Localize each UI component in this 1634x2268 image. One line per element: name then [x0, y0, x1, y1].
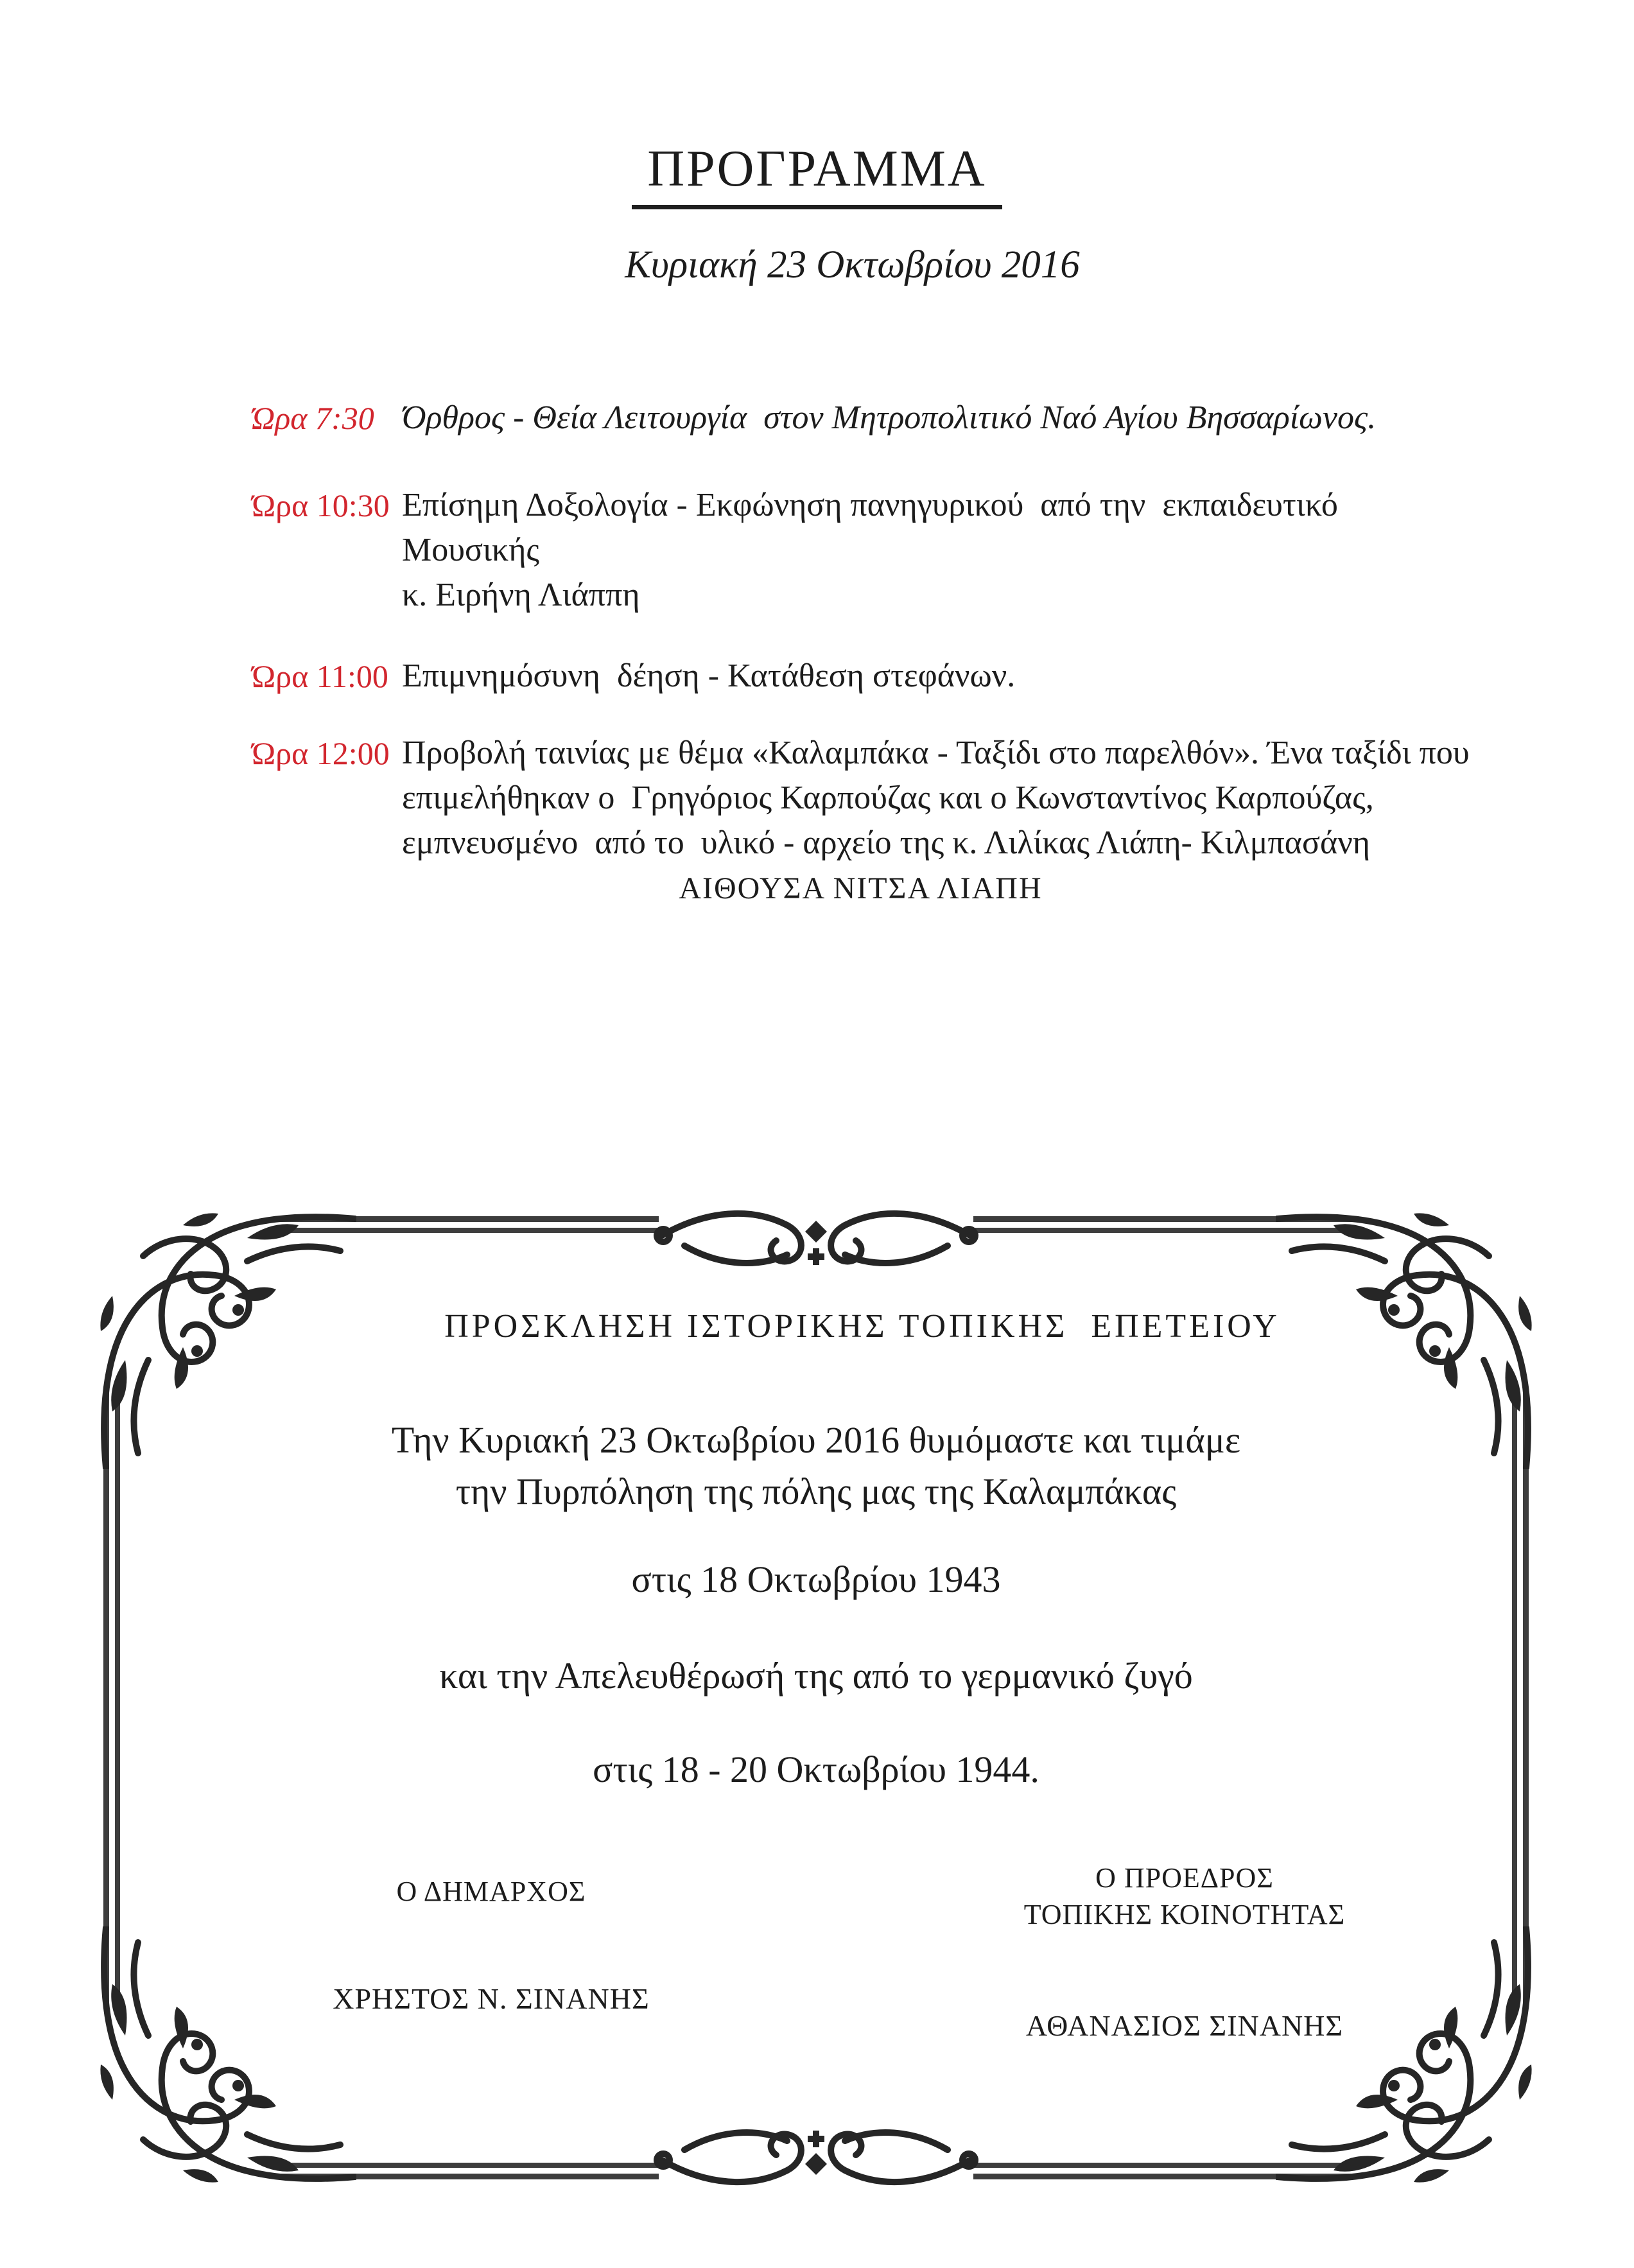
schedule-line: Επίσημη Δοξολογία - Εκφώνηση πανηγυρικού από την εκπαιδευτικό Μουσικής — [402, 487, 1346, 568]
schedule-description — [402, 654, 1473, 699]
schedule-item-1200 — [252, 731, 1473, 912]
schedule-line: Επιμνημόσυνη δέηση - Κατάθεση στεφάνων. — [402, 658, 1016, 694]
schedule-item-0730 — [252, 396, 1473, 441]
invitation-date-1943: στις 18 Οκτωβρίου 1943 — [631, 1558, 1001, 1600]
corner-flourish-icon — [87, 1926, 356, 2196]
schedule-item-1030 — [252, 483, 1473, 618]
schedule-list — [252, 396, 1473, 912]
schedule-item-1100 — [252, 654, 1473, 699]
program-date: Κυριακή 23 Οκτωβρίου 2016 — [625, 243, 1080, 286]
schedule-time: Ώρα 10:30 — [252, 487, 390, 523]
invitation-intro-line: Την Κυριακή 23 Οκτωβρίου 2016 θυμόμαστε και τιμάμε — [391, 1419, 1241, 1461]
corner-flourish-icon — [1276, 1926, 1545, 2196]
schedule-line: κ. Ειρήνη Λιάππη — [402, 577, 640, 613]
page-title-text: ΠΡΟΓΡΑΜΜΑ — [632, 140, 1002, 209]
invitation-intro — [87, 1415, 1545, 1517]
schedule-description — [402, 483, 1473, 618]
schedule-time: Ώρα 12:00 — [252, 735, 390, 771]
schedule-description — [402, 396, 1473, 441]
schedule-time: Ώρα 11:00 — [252, 658, 388, 694]
schedule-line: Όρθρος - Θεία Λειτουργία στον Μητροπολιτικό Ναό Αγίου Βησσαρίωνος. — [402, 399, 1377, 436]
schedule-description — [402, 731, 1473, 912]
page-title — [0, 140, 1634, 209]
signature-role-mayor: Ο ΔΗΜΑΡΧΟΣ — [396, 1876, 586, 1907]
scroll-ornament-icon — [623, 1192, 1009, 1288]
venue-line: ΑΙΘΟΥΣΑ ΝΙΤΣΑ ΛΙΑΠΗ — [679, 871, 1043, 905]
signature-name-president: ΑΘΑΝΑΣΙΟΣ ΣΙΝΑΝΗΣ — [1025, 2009, 1344, 2042]
signature-role-president — [986, 1860, 1384, 1933]
schedule-line: Προβολή ταινίας με θέμα «Καλαμπάκα - Ταξίδι στο παρελθόν». Ένα ταξίδι που — [402, 735, 1470, 771]
schedule-time: Ώρα 7:30 — [252, 400, 374, 436]
invitation-date-1944: στις 18 - 20 Οκτωβρίου 1944. — [593, 1749, 1039, 1790]
schedule-line: επιμελήθηκαν ο Γρηγόριος Καρπούζας και ο Κωνσταντίνος Καρπούζας, — [402, 780, 1374, 816]
invitation-liberation-line: και την Απελευθέρωσή της από το γερμανικό ζυγό — [439, 1655, 1193, 1697]
invitation-frame — [87, 1199, 1545, 2196]
scroll-ornament-icon — [623, 2107, 1009, 2204]
schedule-line: εμπνευσμένο από το υλικό - αρχείο της κ. Λιλίκας Λιάπη- Κιλμπασάνη — [402, 824, 1370, 861]
signature-role-line: Ο ΠΡΟΕΔΡΟΣ — [1095, 1862, 1274, 1894]
invitation-intro-line: την Πυρπόληση της πόλης μας της Καλαμπάκας — [455, 1470, 1177, 1512]
signature-name-mayor: ΧΡΗΣΤΟΣ Ν. ΣΙΝΑΝΗΣ — [333, 1982, 650, 2015]
invitation-title: ΠΡΟΣΚΛΗΣΗ ΙΣΤΟΡΙΚΗΣ ΤΟΠΙΚΗΣ ΕΠΕΤΕΙΟΥ — [444, 1308, 1280, 1345]
signature-role-line: ΤΟΠΙΚΗΣ ΚΟΙΝΟΤΗΤΑΣ — [1023, 1899, 1346, 1930]
